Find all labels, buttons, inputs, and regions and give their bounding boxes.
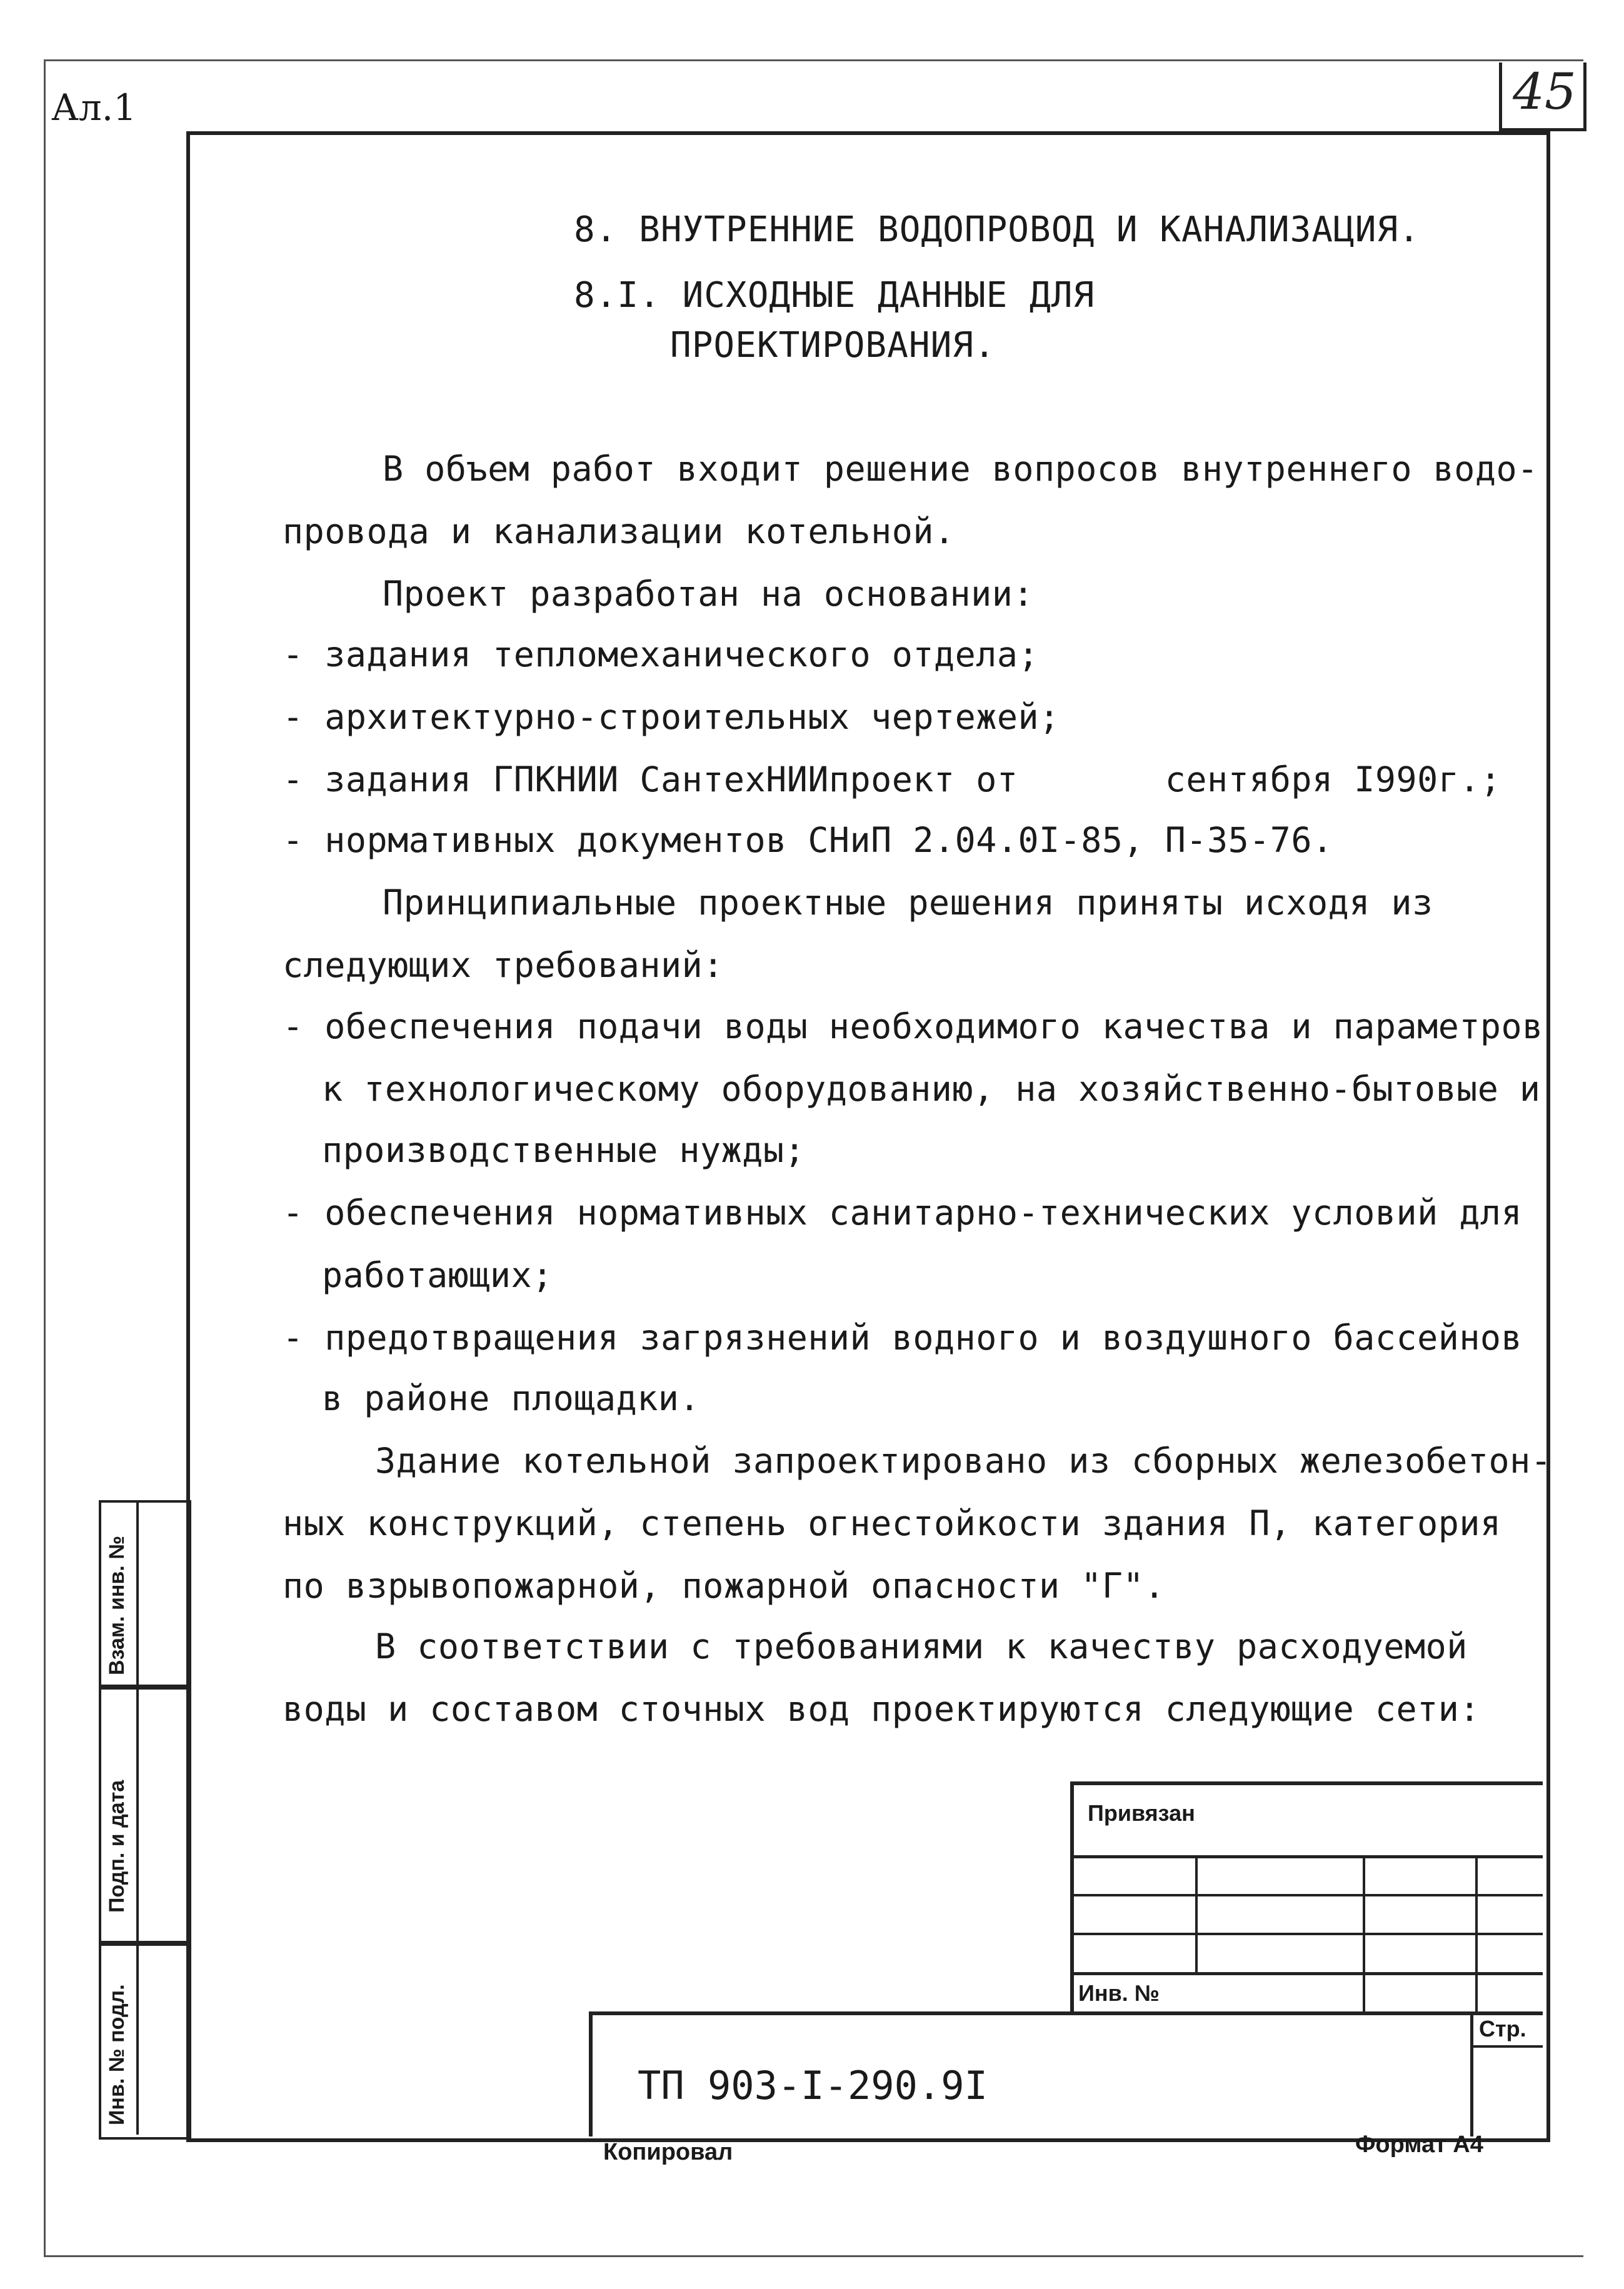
- body-line: в районе площадки.: [322, 1378, 701, 1418]
- side-stamp-divider: [136, 1500, 139, 1685]
- side-label-orig-inv: Инв. № подл.: [105, 1984, 129, 2125]
- subsection-heading-line1: 8.I. ИСХОДНЫЕ ДАННЫЕ ДЛЯ: [574, 275, 1095, 316]
- body-line: по взрывопожарной, пожарной опасности "Г".: [283, 1566, 1165, 1606]
- format-label: Формат А4: [1355, 2131, 1483, 2158]
- side-stamp-divider: [136, 1685, 139, 1941]
- side-label-replaced-inv: Взам. инв. №: [105, 1535, 129, 1675]
- title-block-col: [1195, 1855, 1198, 1974]
- body-line: - нормативных документов СНиП 2.04.0I-85, П-35-76.: [283, 820, 1333, 860]
- side-label-sign-date: Подп. и дата: [105, 1780, 129, 1913]
- body-line: - задания тепломеханического отдела;: [283, 634, 1040, 674]
- page-cell-line: [1470, 2045, 1543, 2048]
- title-block-row: [1072, 1855, 1543, 1858]
- body-line: Принципиальные проектные решения приняты исходя из: [383, 883, 1433, 923]
- page-number: 45: [1513, 63, 1576, 121]
- body-line: - задания ГПКНИИ СантехНИИпроект от сентября I990г.;: [283, 759, 1501, 799]
- body-line: Проект разработан на основании:: [383, 574, 1034, 614]
- document-code: ТП 903-I-290.9I: [638, 2063, 988, 2108]
- body-line: - обеспечения нормативных санитарно-технических условий для: [283, 1193, 1523, 1233]
- body-line: работающих;: [322, 1255, 553, 1295]
- section-heading: 8. ВНУТРЕННИЕ ВОДОПРОВОД И КАНАЛИЗАЦИЯ.: [574, 209, 1420, 250]
- side-stamp-divider: [136, 1941, 139, 2135]
- title-block-col: [1363, 1855, 1365, 2011]
- title-block-top: [1072, 1781, 1543, 1785]
- main-stamp-top: [591, 2011, 1543, 2015]
- main-stamp-divider: [1470, 2011, 1473, 2136]
- subsection-heading-line2: ПРОЕКТИРОВАНИЯ.: [670, 325, 996, 366]
- title-block-row: [1072, 1894, 1543, 1896]
- corner-label: Ал.1: [51, 86, 137, 129]
- body-line: воды и составом сточных вод проектируются следующие сети:: [283, 1689, 1480, 1729]
- title-block-row: [1072, 1972, 1543, 1975]
- body-line: следующих требований:: [283, 945, 724, 985]
- body-line: - архитектурно-строительных чертежей;: [283, 697, 1060, 737]
- body-line: В объем работ входит решение вопросов внутреннего водо-: [383, 449, 1538, 489]
- body-line: к технологическому оборудованию, на хозяйственно-бытовые и: [322, 1069, 1541, 1109]
- body-line: провода и канализации котельной.: [283, 511, 955, 551]
- inv-no-label: Инв. №: [1078, 1980, 1160, 2006]
- body-line: - обеспечения подачи воды необходимого качества и параметров: [283, 1006, 1543, 1046]
- body-line: производственные нужды;: [322, 1130, 806, 1170]
- body-line: В соответствии с требованиями к качеству расходуемой: [375, 1626, 1468, 1666]
- body-line: - предотвращения загрязнений водного и воздушного бассейнов: [283, 1318, 1523, 1358]
- main-stamp-left: [589, 2011, 593, 2136]
- body-line: ных конструкций, степень огнестойкости здания П, категория: [283, 1503, 1501, 1543]
- attached-label: Привязан: [1088, 1800, 1195, 1826]
- copied-label: Копировал: [603, 2139, 733, 2165]
- title-block-col: [1475, 1855, 1478, 2011]
- body-line: Здание котельной запроектировано из сборных железобетон-: [375, 1441, 1552, 1481]
- title-block-left: [1070, 1781, 1074, 2013]
- page-label: Стр.: [1479, 2016, 1526, 2041]
- title-block-row: [1072, 1933, 1543, 1935]
